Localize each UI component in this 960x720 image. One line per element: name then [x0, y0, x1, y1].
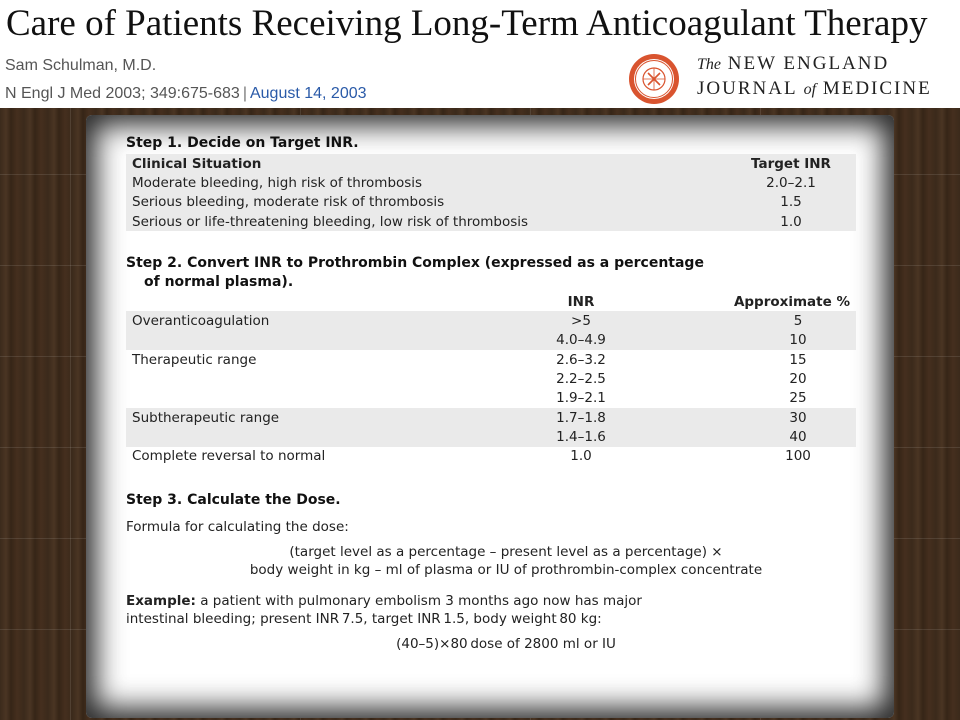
- pct-cell: 10: [636, 331, 856, 350]
- pct-cell: 25: [789, 390, 807, 407]
- document-content: [126, 135, 866, 652]
- category-cell: [126, 389, 526, 408]
- col-clinical-situation: Clinical Situation: [126, 154, 726, 173]
- situation-cell: Moderate bleeding, high risk of thrombosis: [126, 173, 726, 192]
- table-row: [126, 427, 856, 446]
- example-line1: a patient with pulmonary embolism 3 months ago now has major: [195, 592, 642, 609]
- example-line2: intestinal bleeding; present INR 7.5, target INR 1.5, body weight 80 kg:: [126, 610, 602, 627]
- publication-date-link[interactable]: August 14, 2003: [249, 85, 367, 102]
- inr-cell: 4.0–4.9: [526, 331, 636, 350]
- category-cell: [126, 427, 526, 446]
- journal-line1: NEW ENGLAND: [727, 53, 890, 74]
- inr-cell: 1.7–1.8: [526, 408, 636, 427]
- target-cell: 1.5: [726, 193, 856, 212]
- journal-line2a: JOURNAL: [697, 78, 797, 99]
- table-row: [126, 369, 856, 388]
- journal-line2b: MEDICINE: [822, 78, 932, 99]
- category-cell: [126, 331, 526, 350]
- inr-cell: 1.0: [570, 448, 592, 465]
- table-row: [126, 408, 856, 427]
- slide-header: [0, 0, 960, 108]
- category-cell: [126, 369, 526, 388]
- inr-conversion-table: [126, 292, 856, 466]
- table-row: [126, 212, 856, 231]
- citation-text: N Engl J Med 2003; 349:675-683: [5, 85, 240, 102]
- inr-cell: 1.9–2.1: [556, 390, 606, 407]
- pct-cell: 100: [785, 448, 811, 465]
- formula-line2: body weight in kg – ml of plasma or IU of prothrombin-complex concentrate: [249, 561, 763, 578]
- table-row: [126, 193, 856, 212]
- dose-formula: [126, 543, 886, 579]
- situation-cell: Serious or life-threatening bleeding, low risk of thrombosis: [126, 212, 726, 231]
- citation: [5, 85, 367, 103]
- journal-the: The: [697, 56, 721, 73]
- journal-logo: [697, 52, 932, 102]
- example-label: Example:: [126, 592, 196, 609]
- inr-cell: 1.4–1.6: [526, 427, 636, 446]
- pct-cell: 5: [636, 311, 856, 330]
- table-row: [126, 311, 856, 330]
- document-card: [86, 115, 894, 718]
- formula-intro: Formula for calculating the dose:: [126, 518, 349, 535]
- citation-separator: |: [242, 85, 247, 102]
- category-cell: Overanticoagulation: [126, 311, 526, 330]
- example-text: [126, 592, 866, 628]
- table-row: [126, 389, 856, 408]
- journal-seal-logo: [627, 52, 681, 106]
- pct-cell: 40: [636, 427, 856, 446]
- pct-cell: 30: [636, 408, 856, 427]
- category-cell: Therapeutic range: [132, 351, 257, 368]
- col-approx-pct: Approximate %: [733, 293, 850, 310]
- category-cell: Complete reversal to normal: [132, 448, 326, 465]
- step2-title-line1: Step 2. Convert INR to Prothrombin Complex (expressed as a percentage: [126, 255, 704, 272]
- inr-cell: 2.6–3.2: [556, 351, 606, 368]
- table-row: [126, 331, 856, 350]
- target-cell: 1.0: [726, 212, 856, 231]
- situation-cell: Serious bleeding, moderate risk of thrombosis: [126, 193, 726, 212]
- target-inr-table: [126, 154, 856, 231]
- example-calculation: (40–5)×80 dose of 2800 ml or IU: [396, 635, 616, 652]
- pct-cell: 15: [789, 351, 807, 368]
- author: Sam Schulman, M.D.: [5, 57, 157, 74]
- step1-title: Step 1. Decide on Target INR.: [126, 135, 359, 151]
- col-inr: INR: [567, 293, 595, 310]
- step2-title: [126, 254, 866, 292]
- step2-title-line2: of normal plasma).: [144, 274, 294, 291]
- col-target-inr: Target INR: [726, 154, 856, 173]
- table-row: [126, 173, 856, 192]
- category-cell: Subtherapeutic range: [126, 408, 526, 427]
- table-row: [126, 350, 856, 369]
- table-row: [126, 447, 856, 466]
- page-title: Care of Patients Receiving Long-Term Anticoagulant Therapy: [6, 3, 928, 44]
- inr-cell: >5: [526, 311, 636, 330]
- target-cell: 2.0–2.1: [726, 173, 856, 192]
- table-header-row: [126, 292, 856, 311]
- step3-title: Step 3. Calculate the Dose.: [126, 491, 341, 508]
- col-category: [126, 292, 526, 311]
- journal-of: of: [803, 81, 817, 98]
- formula-line1: (target level as a percentage – present level as a percentage) ×: [289, 543, 723, 560]
- pct-cell: 20: [789, 371, 807, 388]
- inr-cell: 2.2–2.5: [556, 371, 606, 388]
- table-header-row: [126, 154, 856, 173]
